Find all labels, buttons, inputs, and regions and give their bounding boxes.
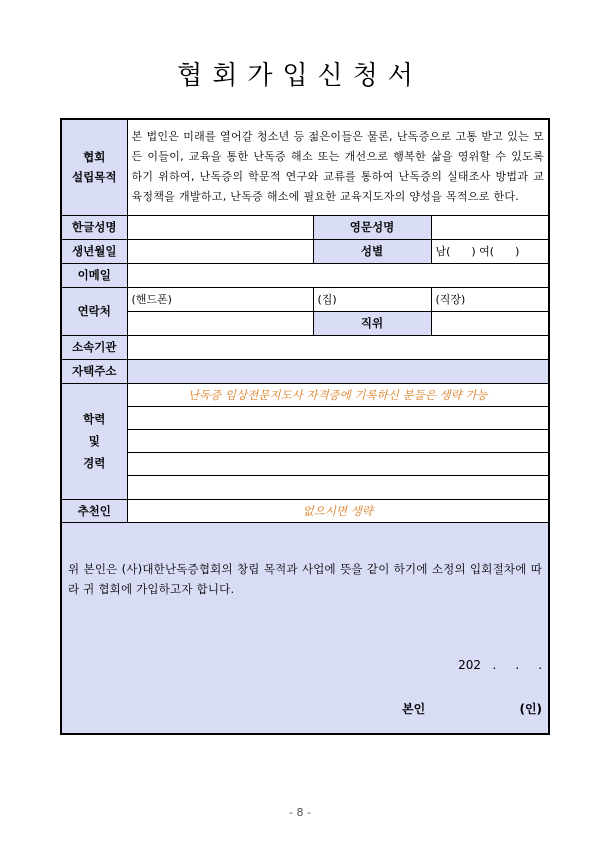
page-number: - 8 - <box>289 806 311 819</box>
declaration-text: 위 본인은 (사)대한난독증협회의 창립 목적과 사업에 뜻을 같이 하기에 소정의 입회절차에 따라 귀 협회에 가입하고자 합니다. <box>68 561 543 596</box>
english-name-label: 영문성명 <box>313 215 431 239</box>
purpose-text: 본 법인은 미래를 열어갈 청소년 등 젊은이들은 물론, 난독증으로 고통 받고 있는 모든 이들이, 교육을 통한 난독증 해소 또는 개선으로 행복한 삶을 영위할 수 있도록 하기 위하여, 난독증의 학문적 연구와 교류를 통하여 난독증의 실태조사 방법과 교육정책을 개발하고, 난독증 해소에 필요한 교육지도자의 양성을 목적으로 한다. <box>127 119 549 215</box>
position-label: 직위 <box>313 311 431 335</box>
birth-date-label: 생년월일 <box>61 239 127 263</box>
affiliation-label: 소속기관 <box>61 335 127 359</box>
education-row-2[interactable] <box>127 429 549 452</box>
work-phone-input[interactable]: (직장) <box>431 287 549 311</box>
application-date[interactable]: 202 . . . <box>458 657 543 672</box>
address-input[interactable] <box>127 359 549 383</box>
birth-date-input[interactable] <box>127 239 313 263</box>
education-label: 학력 및 경력 <box>61 383 127 499</box>
signer-label: 본인 <box>402 701 426 716</box>
gender-label: 성별 <box>313 239 431 263</box>
education-note: 난독증 임상전문지도사 자격증에 기록하신 분들은 생략 가능 <box>127 383 549 406</box>
contact-blank <box>127 311 313 335</box>
korean-name-label: 한글성명 <box>61 215 127 239</box>
english-name-input[interactable] <box>431 215 549 239</box>
recommender-label: 추천인 <box>61 499 127 522</box>
gender-input[interactable]: 남( ) 여( ) <box>431 239 549 263</box>
address-label: 자택주소 <box>61 359 127 383</box>
page-title: 협회가입신청서 <box>177 61 423 91</box>
korean-name-input[interactable] <box>127 215 313 239</box>
education-row-4[interactable] <box>127 475 549 499</box>
recommender-note[interactable]: 없으시면 생략 <box>127 499 549 522</box>
email-label: 이메일 <box>61 263 127 287</box>
mobile-input[interactable]: (핸드폰) <box>127 287 313 311</box>
contact-label: 연락처 <box>61 287 127 335</box>
seal-label[interactable]: (인) <box>519 701 543 716</box>
affiliation-input[interactable] <box>127 335 549 359</box>
declaration-box <box>61 522 549 734</box>
purpose-label: 협회 설립목적 <box>61 119 127 215</box>
position-input[interactable] <box>431 311 549 335</box>
home-phone-input[interactable]: (집) <box>313 287 431 311</box>
application-form <box>60 118 550 735</box>
email-input[interactable] <box>127 263 549 287</box>
education-row-1[interactable] <box>127 406 549 429</box>
education-row-3[interactable] <box>127 452 549 475</box>
